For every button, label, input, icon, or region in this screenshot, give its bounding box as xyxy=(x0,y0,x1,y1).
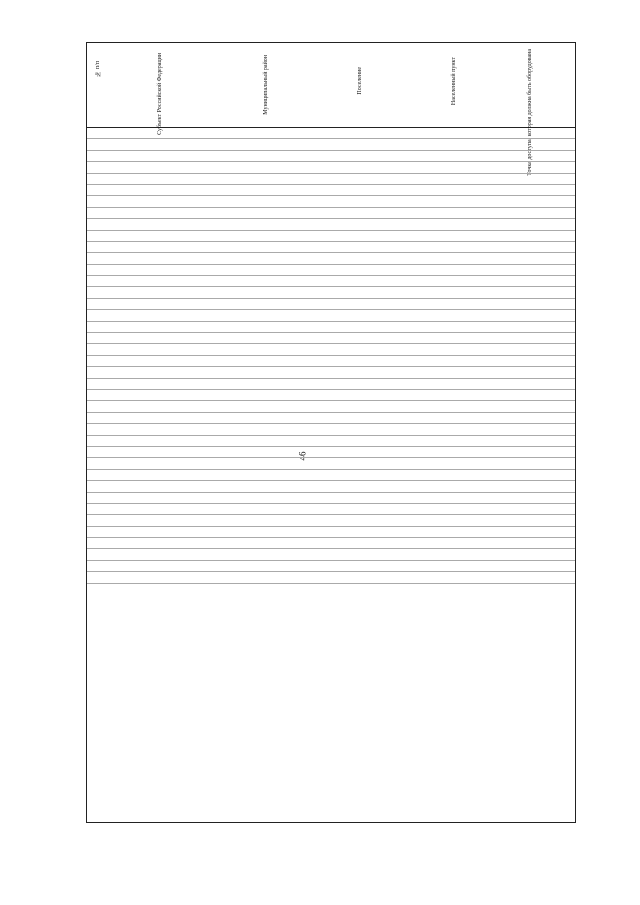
table-row xyxy=(87,162,575,173)
table-row xyxy=(87,356,575,367)
locality-table xyxy=(86,42,576,823)
table-row xyxy=(87,242,575,253)
table-row xyxy=(87,219,575,230)
table-row xyxy=(87,231,575,242)
table-row xyxy=(87,265,575,276)
table-row xyxy=(87,310,575,321)
table-row xyxy=(87,367,575,378)
table-row xyxy=(87,572,575,583)
table-row xyxy=(87,276,575,287)
table-row xyxy=(87,504,575,515)
table-header xyxy=(87,43,575,176)
table-row xyxy=(87,208,575,219)
header-municipality: Муниципальный район xyxy=(263,55,269,115)
header-subject: Субъект Российской Федерации xyxy=(157,53,163,135)
table-row xyxy=(87,333,575,344)
table-row xyxy=(87,424,575,435)
table-row xyxy=(87,458,575,469)
table-row xyxy=(87,151,575,162)
header-settlement: Поселение xyxy=(357,67,363,95)
table-row xyxy=(87,515,575,526)
table-row xyxy=(87,174,575,185)
table-row xyxy=(87,436,575,447)
table-row xyxy=(87,447,575,458)
table-row xyxy=(87,390,575,401)
table-row xyxy=(87,527,575,538)
table-row xyxy=(87,493,575,504)
table-row xyxy=(87,196,575,207)
table-row xyxy=(87,538,575,549)
table-row xyxy=(87,322,575,333)
header-access: Точка доступа, которая должна быть оборудована xyxy=(527,49,533,176)
table-body xyxy=(87,128,575,822)
table-row xyxy=(87,549,575,560)
table-row xyxy=(87,413,575,424)
header-locality: Населенный пункт xyxy=(451,57,457,106)
table-row xyxy=(87,253,575,264)
table-row xyxy=(87,470,575,481)
table-row xyxy=(87,481,575,492)
page-number: 46 xyxy=(297,451,308,461)
table-row xyxy=(87,128,575,139)
header-num: № п/п xyxy=(95,61,101,77)
table-row xyxy=(87,344,575,355)
table-row xyxy=(87,299,575,310)
table-row xyxy=(87,139,575,150)
table-row xyxy=(87,561,575,572)
table-row xyxy=(87,401,575,412)
table-row xyxy=(87,287,575,298)
table-row xyxy=(87,379,575,390)
table-row xyxy=(87,185,575,196)
